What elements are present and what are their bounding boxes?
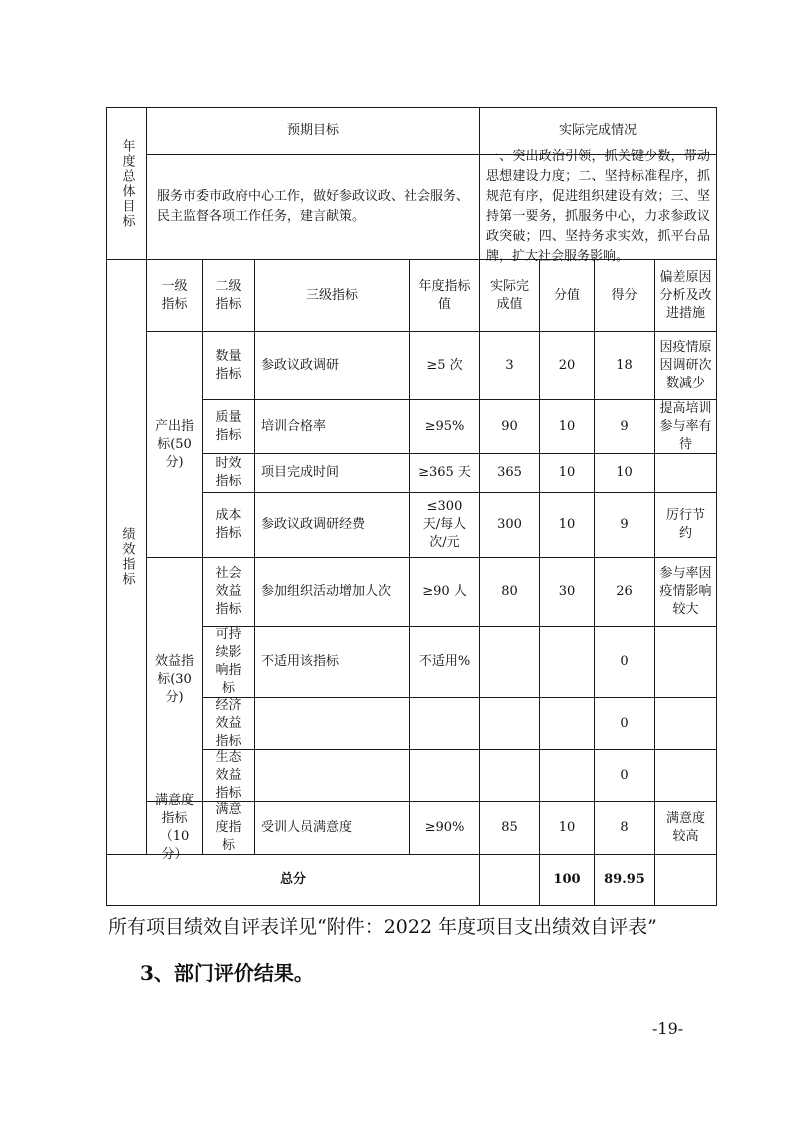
row-actual: 85	[501, 820, 518, 835]
row-level2: 满意度指标	[215, 802, 242, 853]
row-actual	[480, 750, 539, 801]
total-score: 89.95	[604, 872, 645, 887]
table-border-right	[716, 107, 717, 906]
header-target: 年度指标值	[418, 278, 471, 312]
row-level2: 质量指标	[215, 409, 242, 443]
row-actual: 365	[497, 465, 522, 480]
row-level3: 培训合格率	[261, 418, 327, 434]
row-level3: 项目完成时间	[261, 465, 340, 480]
row-score-value: 10	[558, 418, 576, 434]
row-target: ≥365 天	[418, 465, 471, 480]
table-border-bottom	[106, 905, 717, 906]
row-score: 0	[620, 654, 629, 669]
row-score: 10	[616, 465, 633, 480]
actual-completion-text: 一、突出政治引领，抓关键少数，带动思想建设力度；二、坚持标准程序，抓规范有序，促进组织建设有效；三、坚持第一要务，抓服务中心，力求参政议政突破；四、坚持务求实效，抓平台品牌，扩大社会服务影响。	[486, 149, 710, 264]
row-score: 26	[616, 584, 633, 599]
row-level2: 生态效益指标	[215, 749, 242, 801]
row-note	[655, 454, 716, 492]
row-note	[655, 698, 716, 749]
row-level2: 可持续影响指标	[215, 627, 242, 696]
row-level3	[255, 750, 409, 801]
header-level1: 一级指标	[161, 278, 188, 312]
row-note: 满意度较高	[665, 811, 705, 844]
header-deviation: 偏差原因分析及改进措施	[659, 269, 712, 321]
row-target	[410, 750, 479, 801]
row-actual	[480, 627, 539, 697]
row-level2: 成本指标	[215, 508, 242, 541]
page-number: -19-	[652, 1019, 684, 1038]
row-actual: 300	[497, 517, 522, 532]
actual-completion-header: 实际完成情况	[558, 123, 637, 138]
attachment-note: 所有项目绩效自评表详见“附件：2022 年度项目支出绩效自评表”	[108, 916, 657, 938]
section-label-annual-goal: 年度总体目标	[119, 138, 135, 229]
header-level3: 三级指标	[305, 287, 358, 303]
row-target: ≥95%	[424, 418, 465, 434]
row-target: ≥5 次	[426, 357, 463, 373]
row-score: 8	[620, 820, 629, 835]
row-note	[655, 750, 716, 801]
section-label-performance: 绩效指标	[119, 527, 135, 587]
row-level3: 参加组织活动增加人次	[261, 584, 392, 599]
row-actual	[480, 698, 539, 749]
row-target: ≥90 人	[422, 584, 467, 599]
total-label: 总分	[279, 872, 306, 887]
row-actual: 90	[501, 418, 518, 434]
row-score-value: 30	[558, 584, 576, 599]
expected-goal-header: 预期目标	[286, 123, 339, 138]
row-target: 不适用%	[418, 654, 471, 669]
row-note: 因疫情原因调研次数减少	[659, 339, 712, 391]
row-score-value	[540, 627, 594, 697]
row-level3: 参政议政调研经费	[261, 517, 366, 532]
header-score-value: 分值	[553, 287, 580, 303]
header-score: 得分	[611, 287, 638, 303]
group-satisfaction: 满意度指标（10分）	[154, 793, 194, 862]
header-actual: 实际完成值	[489, 278, 529, 312]
row-level2: 社会效益指标	[215, 566, 242, 617]
actual-completion-text-cell	[480, 149, 716, 264]
expected-goal-text-cell	[147, 155, 479, 259]
row-note: 提高培训参与率有待	[659, 400, 712, 452]
group-output: 产出指标(50分)	[154, 418, 194, 470]
row-score-value: 20	[558, 357, 576, 373]
header-level2: 二级指标	[215, 278, 242, 312]
row-note	[655, 627, 716, 697]
row-note: 参与率因疫情影响较大	[659, 566, 712, 617]
row-score: 9	[620, 418, 629, 434]
group-benefit: 效益指标(30分)	[154, 653, 194, 705]
row-target: ≤300 天/每人次/元	[422, 499, 467, 550]
row-level3: 受训人员满意度	[261, 820, 353, 835]
row-level3: 不适用该指标	[261, 654, 340, 669]
row-actual: 3	[505, 357, 514, 373]
row-score: 0	[620, 715, 629, 731]
row-score-value	[540, 750, 594, 801]
row-score-value: 10	[558, 820, 576, 835]
row-level2: 数量指标	[215, 348, 242, 382]
row-target: ≥90%	[424, 820, 465, 835]
row-target	[410, 698, 479, 749]
row-level3: 参政议政调研	[261, 357, 340, 373]
row-level3	[255, 698, 409, 749]
row-score-value: 10	[558, 517, 576, 532]
row-note: 厉行节约	[665, 508, 705, 541]
section-heading: 3、部门评价结果。	[140, 961, 314, 985]
row-actual: 80	[501, 584, 518, 599]
total-value: 100	[553, 872, 581, 887]
expected-goal-text: 服务市委市政府中心工作，做好参政议政、社会服务、民主监督各项工作任务，建言献策。	[157, 189, 470, 224]
row-level2: 时效指标	[215, 456, 242, 489]
row-score: 9	[620, 517, 629, 532]
row-score-value: 10	[558, 465, 576, 480]
row-score-value	[540, 698, 594, 749]
row-score: 18	[616, 357, 633, 373]
row-score: 0	[620, 767, 629, 783]
row-level2: 经济效益指标	[215, 697, 242, 749]
